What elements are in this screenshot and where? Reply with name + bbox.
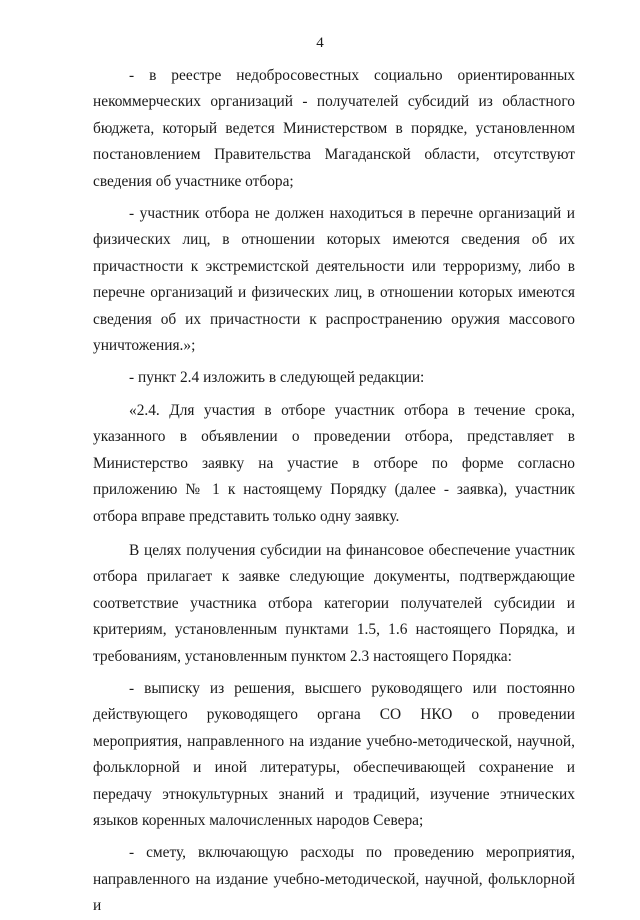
document-body	[93, 63, 575, 920]
paragraph-registry-requirement: - в реестре недобросовестных социально ориентированных некоммерческих организаций - получателей субсидий из областного бюджета, который ведется Министерством в порядке, установленном постановлением Правительства Магаданской области, отсутствуют сведения об участнике отбора;	[93, 67, 575, 190]
paragraph-cost-estimate: - смету, включающую расходы по проведению мероприятия, направленного на издание учебно-методической, научной, фольклорной и	[93, 844, 575, 915]
paragraph-decision-extract: - выписку из решения, высшего руководящего или постоянно действующего руководящего органа СО НКО о проведении мероприятия, направленного на издание учебно-методической, научной, фольклорной и иной литературы, обеспечивающей сохранение и передачу этнокультурных знаний и традиций, изучение этнических языков коренных малочисленных народов Севера;	[93, 679, 575, 829]
paragraph-clause-2-4-text: «2.4. Для участия в отборе участник отбора в течение срока, указанного в объявлении о проведении отбора, представляет в Министерство заявку на участие в отборе по форме согласно приложению № 1 к настоящему Порядку (далее - заявка), участник отбора вправе представить только одну заявку.	[93, 401, 575, 525]
page-number: 4	[316, 35, 324, 51]
paragraph-required-documents: В целях получения субсидии на финансовое обеспечение участник отбора прилагает к заявке следующие документы, подтверждающие соответствие участника отбора категории получателей субсидии и критериям, установленным пунктами 1.5, 1.6 настоящего Порядка, и требованиям, установленным пунктом 2.3 настоящего Порядка:	[93, 541, 575, 665]
paragraph-clause-2-4-intro: - пункт 2.4 изложить в следующей редакции:	[129, 369, 425, 387]
paragraph-extremism-list-requirement: - участник отбора не должен находиться в перечне организаций и физических лиц, в отношении которых имеются сведения об их причастности к экстремистской деятельности или терроризму, либо в перечне организаций и физических лиц, в отношении которых имеются сведения об их причастности к распространению оружия массового уничтожения.»;	[93, 205, 575, 355]
